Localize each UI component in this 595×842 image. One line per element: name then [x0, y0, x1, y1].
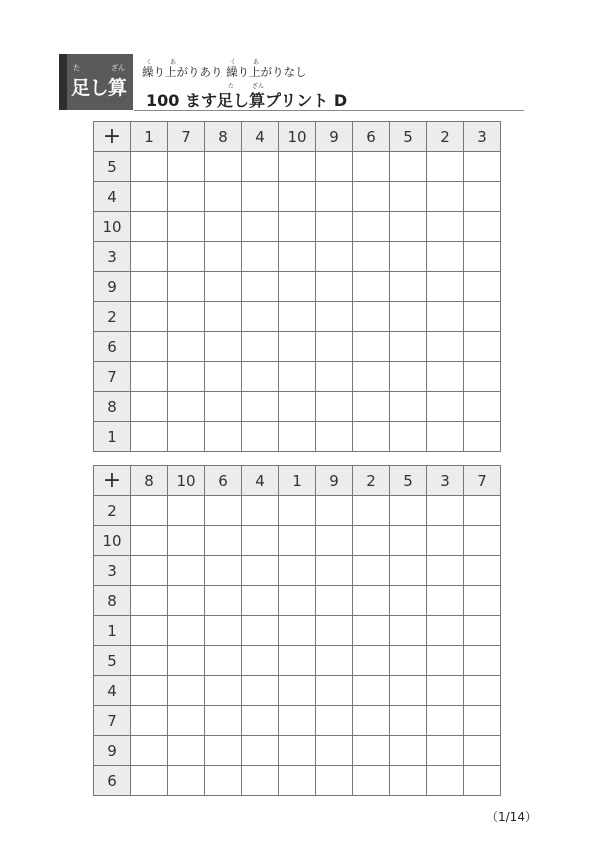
grid-row: [94, 616, 501, 646]
answer-cell[interactable]: [279, 616, 316, 646]
answer-cell[interactable]: [390, 242, 427, 272]
answer-cell[interactable]: [353, 706, 390, 736]
answer-cell[interactable]: [390, 706, 427, 736]
answer-cell[interactable]: [131, 152, 168, 182]
answer-cell[interactable]: [464, 676, 501, 706]
answer-cell[interactable]: [390, 362, 427, 392]
answer-cell[interactable]: [427, 646, 464, 676]
answer-cell[interactable]: [168, 302, 205, 332]
grid-row: [94, 646, 501, 676]
answer-cell[interactable]: [131, 422, 168, 452]
column-header: 4: [242, 122, 279, 152]
answer-cell[interactable]: [279, 526, 316, 556]
row-header: 4: [94, 182, 131, 212]
answer-cell[interactable]: [464, 182, 501, 212]
answer-cell[interactable]: [427, 422, 464, 452]
grid-row: [94, 556, 501, 586]
answer-cell[interactable]: [353, 272, 390, 302]
subtitle-ruby-4: あ: [253, 59, 260, 66]
answer-cell[interactable]: [242, 676, 279, 706]
answer-cell[interactable]: [205, 586, 242, 616]
answer-cell[interactable]: [353, 586, 390, 616]
grid-row: [94, 392, 501, 422]
answer-cell[interactable]: [279, 242, 316, 272]
answer-cell[interactable]: [168, 556, 205, 586]
row-header: 9: [94, 272, 131, 302]
answer-cell[interactable]: [168, 212, 205, 242]
answer-cell[interactable]: [390, 526, 427, 556]
answer-cell[interactable]: [168, 182, 205, 212]
answer-cell[interactable]: [316, 526, 353, 556]
answer-cell[interactable]: [242, 272, 279, 302]
answer-cell[interactable]: [168, 392, 205, 422]
answer-cell[interactable]: [168, 646, 205, 676]
answer-cell[interactable]: [168, 272, 205, 302]
column-header: 1: [131, 122, 168, 152]
answer-cell[interactable]: [427, 242, 464, 272]
answer-cell[interactable]: [279, 556, 316, 586]
answer-cell[interactable]: [316, 676, 353, 706]
answer-cell[interactable]: [316, 736, 353, 766]
answer-cell[interactable]: [390, 422, 427, 452]
answer-cell[interactable]: [464, 302, 501, 332]
answer-cell[interactable]: [242, 766, 279, 796]
answer-cell[interactable]: [205, 646, 242, 676]
row-header: 6: [94, 766, 131, 796]
answer-cell[interactable]: [353, 736, 390, 766]
answer-cell[interactable]: [205, 302, 242, 332]
answer-cell[interactable]: [464, 152, 501, 182]
answer-cell[interactable]: [205, 676, 242, 706]
answer-cell[interactable]: [464, 272, 501, 302]
column-header: 8: [205, 122, 242, 152]
answer-cell[interactable]: [390, 556, 427, 586]
answer-cell[interactable]: [131, 646, 168, 676]
row-header: 8: [94, 392, 131, 422]
answer-cell[interactable]: [353, 422, 390, 452]
answer-cell[interactable]: [279, 736, 316, 766]
answer-cell[interactable]: [168, 422, 205, 452]
answer-cell[interactable]: [168, 706, 205, 736]
grid-header-row: [94, 466, 501, 496]
answer-cell[interactable]: [353, 242, 390, 272]
answer-cell[interactable]: [205, 422, 242, 452]
answer-cell[interactable]: [316, 422, 353, 452]
answer-cell[interactable]: [279, 362, 316, 392]
answer-cell[interactable]: [353, 616, 390, 646]
answer-cell[interactable]: [427, 526, 464, 556]
answer-cell[interactable]: [390, 272, 427, 302]
answer-cell[interactable]: [131, 706, 168, 736]
badge-ruby-zan: ざん: [111, 64, 125, 72]
grid-row: [94, 706, 501, 736]
answer-cell[interactable]: [279, 212, 316, 242]
answer-cell[interactable]: [464, 242, 501, 272]
column-header: 6: [205, 466, 242, 496]
answer-cell[interactable]: [464, 616, 501, 646]
answer-cell[interactable]: [205, 736, 242, 766]
answer-cell[interactable]: [279, 152, 316, 182]
subtitle: 繰り上がりあり 繰り上がりなし: [142, 65, 307, 79]
answer-cell[interactable]: [390, 302, 427, 332]
answer-cell[interactable]: [316, 152, 353, 182]
answer-cell[interactable]: [205, 212, 242, 242]
answer-cell[interactable]: [279, 586, 316, 616]
answer-cell[interactable]: [205, 332, 242, 362]
answer-cell[interactable]: [353, 332, 390, 362]
column-header: 9: [316, 466, 353, 496]
answer-cell[interactable]: [279, 332, 316, 362]
row-header: 8: [94, 586, 131, 616]
answer-cell[interactable]: [390, 676, 427, 706]
answer-cell[interactable]: [390, 646, 427, 676]
answer-cell[interactable]: [464, 362, 501, 392]
answer-cell[interactable]: [316, 556, 353, 586]
answer-cell[interactable]: [242, 152, 279, 182]
answer-cell[interactable]: [316, 766, 353, 796]
row-header: 5: [94, 646, 131, 676]
column-header: 2: [427, 122, 464, 152]
answer-cell[interactable]: [168, 242, 205, 272]
answer-cell[interactable]: [390, 152, 427, 182]
answer-cell[interactable]: [131, 676, 168, 706]
answer-cell[interactable]: [168, 736, 205, 766]
title-ruby-1: た: [228, 83, 235, 90]
answer-cell[interactable]: [205, 496, 242, 526]
answer-cell[interactable]: [131, 242, 168, 272]
answer-cell[interactable]: [279, 766, 316, 796]
grid-row: [94, 272, 501, 302]
answer-cell[interactable]: [131, 736, 168, 766]
answer-cell[interactable]: [131, 272, 168, 302]
answer-cell[interactable]: [427, 616, 464, 646]
answer-cell[interactable]: [316, 332, 353, 362]
page-title: 100 ます足し算プリント D: [146, 91, 348, 110]
answer-cell[interactable]: [279, 272, 316, 302]
answer-cell[interactable]: [464, 332, 501, 362]
answer-cell[interactable]: [205, 766, 242, 796]
subtitle-ruby-1: く: [146, 59, 153, 66]
grid-row: [94, 182, 501, 212]
grid-row: [94, 736, 501, 766]
grid-row: [94, 362, 501, 392]
answer-cell[interactable]: [316, 362, 353, 392]
row-header: 10: [94, 526, 131, 556]
row-header: 2: [94, 496, 131, 526]
answer-cell[interactable]: [242, 616, 279, 646]
answer-cell[interactable]: [353, 676, 390, 706]
answer-cell[interactable]: [353, 362, 390, 392]
answer-cell[interactable]: [242, 392, 279, 422]
grid-row: [94, 496, 501, 526]
answer-cell[interactable]: [390, 182, 427, 212]
badge-stripe: [59, 54, 67, 110]
answer-cell[interactable]: [353, 182, 390, 212]
answer-cell[interactable]: [131, 526, 168, 556]
answer-cell[interactable]: [242, 556, 279, 586]
column-header: 8: [131, 466, 168, 496]
answer-cell[interactable]: [131, 616, 168, 646]
answer-cell[interactable]: [316, 392, 353, 422]
grid-row: [94, 676, 501, 706]
answer-cell[interactable]: [316, 182, 353, 212]
row-header: 1: [94, 616, 131, 646]
answer-cell[interactable]: [464, 706, 501, 736]
answer-cell[interactable]: [427, 182, 464, 212]
answer-cell[interactable]: [316, 616, 353, 646]
answer-cell[interactable]: [279, 646, 316, 676]
answer-cell[interactable]: [168, 362, 205, 392]
answer-cell[interactable]: [205, 362, 242, 392]
row-header: 9: [94, 736, 131, 766]
answer-cell[interactable]: [464, 736, 501, 766]
answer-cell[interactable]: [131, 496, 168, 526]
answer-cell[interactable]: [131, 182, 168, 212]
column-header: 5: [390, 122, 427, 152]
answer-cell[interactable]: [427, 736, 464, 766]
answer-cell[interactable]: [427, 152, 464, 182]
plus-symbol: +: [94, 466, 131, 496]
answer-cell[interactable]: [316, 212, 353, 242]
answer-cell[interactable]: [316, 706, 353, 736]
grid-row: [94, 526, 501, 556]
answer-cell[interactable]: [205, 616, 242, 646]
answer-cell[interactable]: [316, 496, 353, 526]
answer-cell[interactable]: [131, 586, 168, 616]
answer-cell[interactable]: [242, 422, 279, 452]
column-header: 10: [279, 122, 316, 152]
answer-cell[interactable]: [390, 212, 427, 242]
column-header: 7: [168, 122, 205, 152]
answer-cell[interactable]: [390, 496, 427, 526]
answer-cell[interactable]: [131, 392, 168, 422]
answer-cell[interactable]: [242, 212, 279, 242]
answer-cell[interactable]: [205, 392, 242, 422]
column-header: 1: [279, 466, 316, 496]
answer-cell[interactable]: [205, 526, 242, 556]
column-header: 2: [353, 466, 390, 496]
answer-cell[interactable]: [464, 586, 501, 616]
answer-cell[interactable]: [242, 332, 279, 362]
answer-cell[interactable]: [464, 646, 501, 676]
column-header: 3: [427, 466, 464, 496]
row-header: 3: [94, 242, 131, 272]
answer-cell[interactable]: [353, 302, 390, 332]
page-number: （1/14）: [486, 810, 537, 824]
header-rule: [134, 110, 524, 111]
answer-cell[interactable]: [353, 766, 390, 796]
row-header: 1: [94, 422, 131, 452]
row-header: 5: [94, 152, 131, 182]
grid-row: [94, 422, 501, 452]
answer-cell[interactable]: [353, 646, 390, 676]
answer-cell[interactable]: [427, 362, 464, 392]
answer-cell[interactable]: [316, 272, 353, 302]
answer-cell[interactable]: [279, 496, 316, 526]
answer-cell[interactable]: [205, 272, 242, 302]
answer-cell[interactable]: [242, 586, 279, 616]
badge-ruby-ta: た: [73, 64, 80, 72]
answer-cell[interactable]: [168, 152, 205, 182]
answer-cell[interactable]: [427, 332, 464, 362]
answer-cell[interactable]: [205, 706, 242, 736]
column-header: 6: [353, 122, 390, 152]
grid-row: [94, 766, 501, 796]
row-header: 7: [94, 706, 131, 736]
answer-cell[interactable]: [131, 302, 168, 332]
answer-cell[interactable]: [464, 496, 501, 526]
plus-symbol: +: [94, 122, 131, 152]
answer-cell[interactable]: [279, 422, 316, 452]
answer-cell[interactable]: [464, 212, 501, 242]
answer-cell[interactable]: [316, 586, 353, 616]
answer-cell[interactable]: [242, 646, 279, 676]
answer-cell[interactable]: [390, 332, 427, 362]
row-header: 6: [94, 332, 131, 362]
answer-cell[interactable]: [242, 526, 279, 556]
answer-cell[interactable]: [131, 362, 168, 392]
answer-cell[interactable]: [390, 392, 427, 422]
row-header: 10: [94, 212, 131, 242]
answer-cell[interactable]: [242, 496, 279, 526]
answer-cell[interactable]: [353, 526, 390, 556]
answer-cell[interactable]: [427, 302, 464, 332]
grid-row: [94, 302, 501, 332]
answer-cell[interactable]: [131, 212, 168, 242]
answer-cell[interactable]: [353, 212, 390, 242]
row-header: 3: [94, 556, 131, 586]
subtitle-ruby-2: あ: [170, 59, 177, 66]
answer-cell[interactable]: [205, 182, 242, 212]
answer-cell[interactable]: [168, 496, 205, 526]
answer-cell[interactable]: [427, 272, 464, 302]
answer-cell[interactable]: [279, 706, 316, 736]
grid-row: [94, 586, 501, 616]
answer-cell[interactable]: [316, 242, 353, 272]
column-header: 10: [168, 466, 205, 496]
answer-cell[interactable]: [279, 182, 316, 212]
addition-grid-2: [93, 465, 501, 796]
answer-cell[interactable]: [427, 212, 464, 242]
answer-cell[interactable]: [131, 332, 168, 362]
column-header: 5: [390, 466, 427, 496]
column-header: 7: [464, 466, 501, 496]
row-header: 7: [94, 362, 131, 392]
grid-row: [94, 152, 501, 182]
column-header: 4: [242, 466, 279, 496]
grid-row: [94, 332, 501, 362]
answer-cell[interactable]: [205, 242, 242, 272]
answer-cell[interactable]: [464, 422, 501, 452]
answer-cell[interactable]: [353, 556, 390, 586]
answer-cell[interactable]: [242, 182, 279, 212]
answer-cell[interactable]: [242, 706, 279, 736]
answer-cell[interactable]: [168, 526, 205, 556]
answer-cell[interactable]: [168, 616, 205, 646]
grid-row: [94, 242, 501, 272]
grid-row: [94, 212, 501, 242]
answer-cell[interactable]: [353, 392, 390, 422]
answer-cell[interactable]: [353, 152, 390, 182]
topic-badge: [59, 54, 133, 110]
answer-cell[interactable]: [427, 496, 464, 526]
answer-cell[interactable]: [390, 766, 427, 796]
answer-cell[interactable]: [390, 586, 427, 616]
answer-cell[interactable]: [279, 302, 316, 332]
answer-cell[interactable]: [427, 676, 464, 706]
answer-cell[interactable]: [279, 392, 316, 422]
addition-grid-1: [93, 121, 501, 452]
answer-cell[interactable]: [390, 736, 427, 766]
answer-cell[interactable]: [427, 586, 464, 616]
answer-cell[interactable]: [242, 242, 279, 272]
answer-cell[interactable]: [242, 736, 279, 766]
answer-cell[interactable]: [427, 706, 464, 736]
column-header: 3: [464, 122, 501, 152]
answer-cell[interactable]: [316, 302, 353, 332]
answer-cell[interactable]: [205, 556, 242, 586]
answer-cell[interactable]: [168, 332, 205, 362]
answer-cell[interactable]: [168, 676, 205, 706]
answer-cell[interactable]: [242, 302, 279, 332]
answer-cell[interactable]: [353, 496, 390, 526]
answer-cell[interactable]: [427, 392, 464, 422]
answer-cell[interactable]: [131, 556, 168, 586]
answer-cell[interactable]: [205, 152, 242, 182]
answer-cell[interactable]: [464, 392, 501, 422]
answer-cell[interactable]: [464, 526, 501, 556]
column-header: 9: [316, 122, 353, 152]
answer-cell[interactable]: [131, 766, 168, 796]
answer-cell[interactable]: [168, 766, 205, 796]
answer-cell[interactable]: [316, 646, 353, 676]
answer-cell[interactable]: [168, 586, 205, 616]
badge-label: 足し算: [71, 77, 127, 99]
grid-header-row: [94, 122, 501, 152]
answer-cell[interactable]: [464, 556, 501, 586]
answer-cell[interactable]: [464, 766, 501, 796]
row-header: 4: [94, 676, 131, 706]
subtitle-ruby-3: く: [230, 59, 237, 66]
row-header: 2: [94, 302, 131, 332]
answer-cell[interactable]: [390, 616, 427, 646]
title-ruby-2: ざん: [252, 83, 265, 90]
answer-cell[interactable]: [427, 766, 464, 796]
answer-cell[interactable]: [279, 676, 316, 706]
answer-cell[interactable]: [427, 556, 464, 586]
answer-cell[interactable]: [242, 362, 279, 392]
